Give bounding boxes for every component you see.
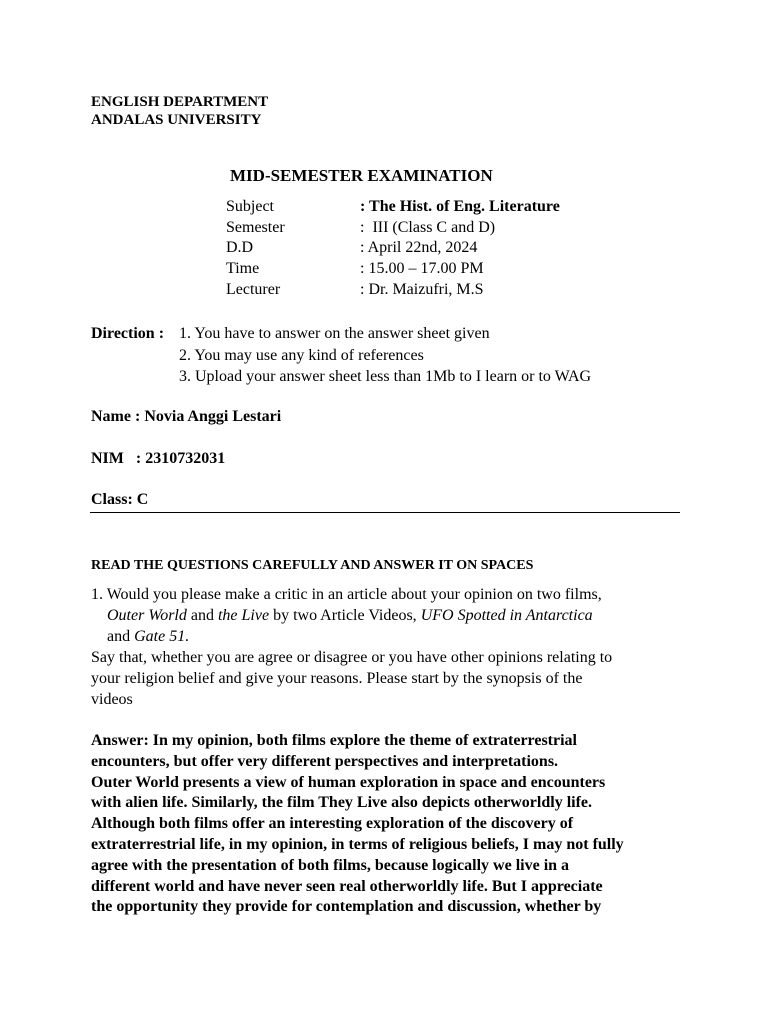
info-label: Subject xyxy=(226,198,274,215)
student-class: Class: C xyxy=(91,491,149,508)
info-value: : 15.00 – 17.00 PM xyxy=(360,260,484,278)
info-row-lecturer xyxy=(226,280,560,301)
student-name: Name : Novia Anggi Lestari xyxy=(91,408,282,425)
answer-line: Although both films offer an interesting exploration of the discovery of xyxy=(91,815,574,833)
direction-item: 1. You have to answer on the answer sheet given xyxy=(179,325,490,342)
info-label: D.D xyxy=(226,239,254,257)
info-row-time xyxy=(226,259,560,280)
answer-line: Answer: In my opinion, both films explore the theme of extraterrestrial xyxy=(91,732,577,749)
info-label: Lecturer xyxy=(226,280,281,298)
question-line: 1. Would you please make a critic in an article about your opinion on two films, xyxy=(91,586,602,603)
direction-item: 2. You may use any kind of references xyxy=(179,346,424,364)
question-line: videos xyxy=(91,691,133,708)
questions-heading: READ THE QUESTIONS CAREFULLY AND ANSWER IT ON SPACES xyxy=(91,558,534,573)
question-line: your religion belief and give your reasons. Please start by the synopsis of the xyxy=(91,670,583,687)
video-title: Gate 51. xyxy=(134,628,190,645)
answer-line: different world and have never seen real otherworldly life. But I appreciate xyxy=(91,877,603,895)
info-value: : April 22nd, 2024 xyxy=(360,239,478,257)
student-nim: NIM : 2310732031 xyxy=(91,450,226,467)
direction-block xyxy=(91,323,591,388)
question-1 xyxy=(91,584,681,710)
answer-line: extraterrestrial life, in my opinion, in terms of religious beliefs, I may not fully xyxy=(91,835,624,853)
film-title: Outer World xyxy=(107,607,187,624)
direction-item: 3. Upload your answer sheet less than 1Mb to I learn or to WAG xyxy=(179,368,592,385)
question-line: and Gate 51. xyxy=(107,628,190,645)
answer-block xyxy=(91,731,691,918)
direction-label: Direction : xyxy=(91,325,165,342)
film-title: the Live xyxy=(217,607,270,624)
exam-info-table xyxy=(226,197,560,300)
question-line: Outer World and the Live by two Article Videos, UFO Spotted in Antarctica xyxy=(107,607,593,624)
university-name: ANDALAS UNIVERSITY xyxy=(91,112,262,128)
info-row-subject xyxy=(226,197,560,218)
info-row-semester xyxy=(226,218,560,239)
document-header xyxy=(91,93,268,129)
answer-line: agree with the presentation of both films, because logically we live in a xyxy=(91,856,570,874)
info-label: Time xyxy=(226,260,260,278)
info-label: Semester xyxy=(226,218,285,236)
video-title: UFO Spotted in Antarctica xyxy=(420,607,593,624)
direction-row xyxy=(91,323,591,345)
exam-title: MID-SEMESTER EXAMINATION xyxy=(230,166,493,185)
divider-line xyxy=(90,512,680,513)
direction-row xyxy=(91,366,591,388)
info-value: : Dr. Maizufri, M.S xyxy=(360,280,484,298)
direction-row xyxy=(91,345,591,367)
info-row-date xyxy=(226,238,560,259)
answer-line: encounters, but offer very different perspectives and interpretations. xyxy=(91,752,559,770)
department-name: ENGLISH DEPARTMENT xyxy=(91,94,269,110)
answer-line: Outer World presents a view of human exploration in space and encounters xyxy=(91,773,606,791)
question-line: Say that, whether you are agree or disagree or you have other opinions relating to xyxy=(91,649,613,666)
answer-line: with alien life. Similarly, the film They Live also depicts otherworldly life. xyxy=(91,794,593,812)
info-value: : III (Class C and D) xyxy=(360,218,496,236)
info-value: : The Hist. of Eng. Literature xyxy=(360,198,560,215)
answer-line: the opportunity they provide for contemplation and discussion, whether by xyxy=(91,898,602,916)
